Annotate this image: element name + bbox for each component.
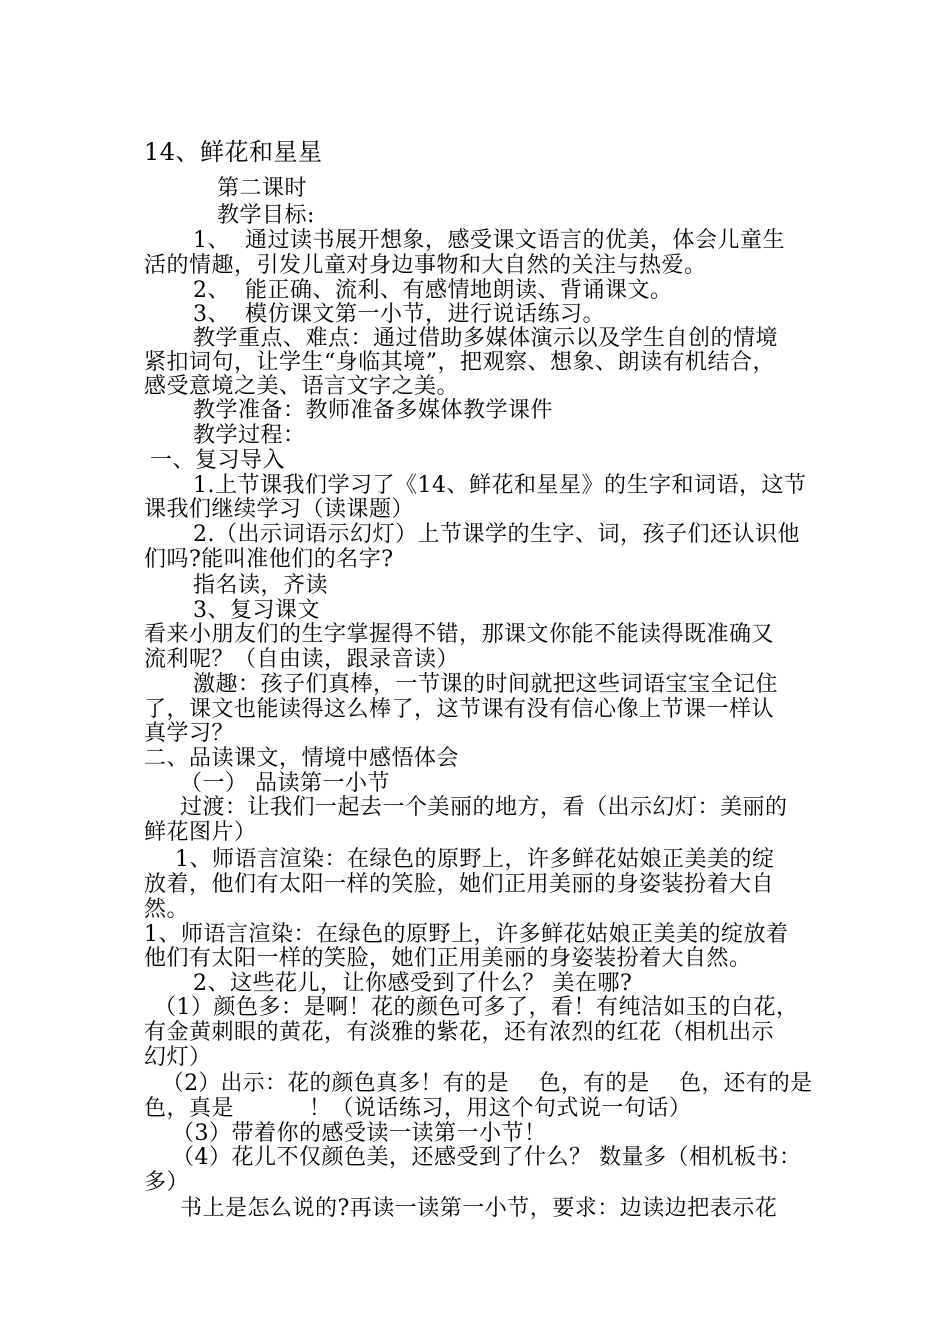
- text-line: 教学目标:: [217, 203, 315, 228]
- text-line: 多）: [144, 1170, 190, 1195]
- text-line: 活的情趣，引发儿童对身边事物和大自然的关注与热爱。: [144, 253, 707, 278]
- text-line: 色，真是 ！（说话练习，用这个句式说一句话）: [144, 1096, 692, 1121]
- text-line: 1.上节课我们学习了《14、鲜花和星星》的生字和词语，这节: [193, 473, 807, 498]
- text-line: （1）颜色多：是啊！花的颜色可多了，看！有纯洁如玉的白花，: [154, 995, 799, 1020]
- text-line: 教学过程：: [193, 423, 306, 448]
- text-line: 2.（出示词语示幻灯）上节课学的生字、词，孩子们还认识他: [193, 522, 800, 547]
- text-line: （4）花儿不仅颜色美，还感受到了什么？ 数量多（相机板书：: [172, 1145, 802, 1170]
- text-line: 流利呢？（自由读，跟录音读）: [144, 647, 460, 672]
- text-line: 激趣：孩子们真棒，一节课的时间就把这些词语宝宝全记住: [193, 672, 779, 697]
- text-line: （3）带着你的感受读一读第一小节！: [172, 1121, 547, 1146]
- text-line: 有金黄刺眼的黄花，有淡雅的紫花，还有浓烈的红花（相机出示: [144, 1020, 775, 1045]
- text-line: 2、 能正确、流利、有感情地朗读、背诵课文。: [193, 278, 673, 303]
- subsection-heading: （一） 品读第一小节: [180, 771, 390, 796]
- text-line: 然。: [144, 897, 190, 922]
- text-line: 看来小朋友们的生字掌握得不错，那课文你能不能读得既准确又: [144, 622, 775, 647]
- text-line: 感受意境之美、语言文字之美。: [144, 374, 460, 399]
- text-line: 们吗?能叫准他们的名字?: [144, 547, 394, 572]
- text-line: 他们有太阳一样的笑脸，她们正用美丽的身姿装扮着大自然。: [144, 946, 752, 971]
- text-line: 3、 模仿课文第一小节，进行说话练习。: [193, 302, 605, 327]
- text-line: 教学准备：教师准备多媒体教学课件: [193, 398, 554, 423]
- text-line: 指名读，齐读: [193, 573, 329, 598]
- text-line: 真学习？: [144, 721, 235, 746]
- text-line: 2、这些花儿，让你感受到了什么？ 美在哪?: [193, 971, 633, 996]
- text-line: 放着，他们有太阳一样的笑脸，她们正用美丽的身姿装扮着大自: [144, 872, 775, 897]
- text-line: 过渡：让我们一起去一个美丽的地方，看（出示幻灯：美丽的: [180, 795, 788, 820]
- text-line: 3、复习课文: [193, 598, 320, 623]
- section-heading: 二、品读课文，情境中感悟体会: [144, 746, 460, 771]
- section-heading: 一、复习导入: [150, 448, 286, 473]
- text-line: 1、 通过读书展开想象，感受课文语言的优美，体会儿童生: [193, 228, 785, 253]
- text-line: 第二课时: [217, 176, 308, 201]
- text-line: 紧扣词句，让学生“身临其境”，把观察、想象、朗读有机结合，: [144, 350, 775, 375]
- text-line: （2）出示：花的颜色真多！有的是 色，有的是 色，还有的是: [162, 1071, 813, 1096]
- text-line: 幻灯）: [144, 1045, 212, 1070]
- text-line: 了，课文也能读得这么棒了，这节课有没有信心像上节课一样认: [144, 697, 775, 722]
- lesson-title: 14、鲜花和星星: [144, 138, 323, 166]
- text-line: 鲜花图片）: [144, 820, 257, 845]
- text-line: 书上是怎么说的?再读一读第一小节，要求：边读边把表示花: [180, 1196, 778, 1221]
- text-line: 课我们继续学习（读课题）: [144, 497, 415, 522]
- text-line: 1、师语言渲染：在绿色的原野上，许多鲜花姑娘正美美的绽放着: [144, 922, 789, 947]
- text-line: 教学重点、难点：通过借助多媒体演示以及学生自创的情境: [193, 326, 779, 351]
- text-line: 1、师语言渲染：在绿色的原野上，许多鲜花姑娘正美美的绽: [175, 847, 775, 872]
